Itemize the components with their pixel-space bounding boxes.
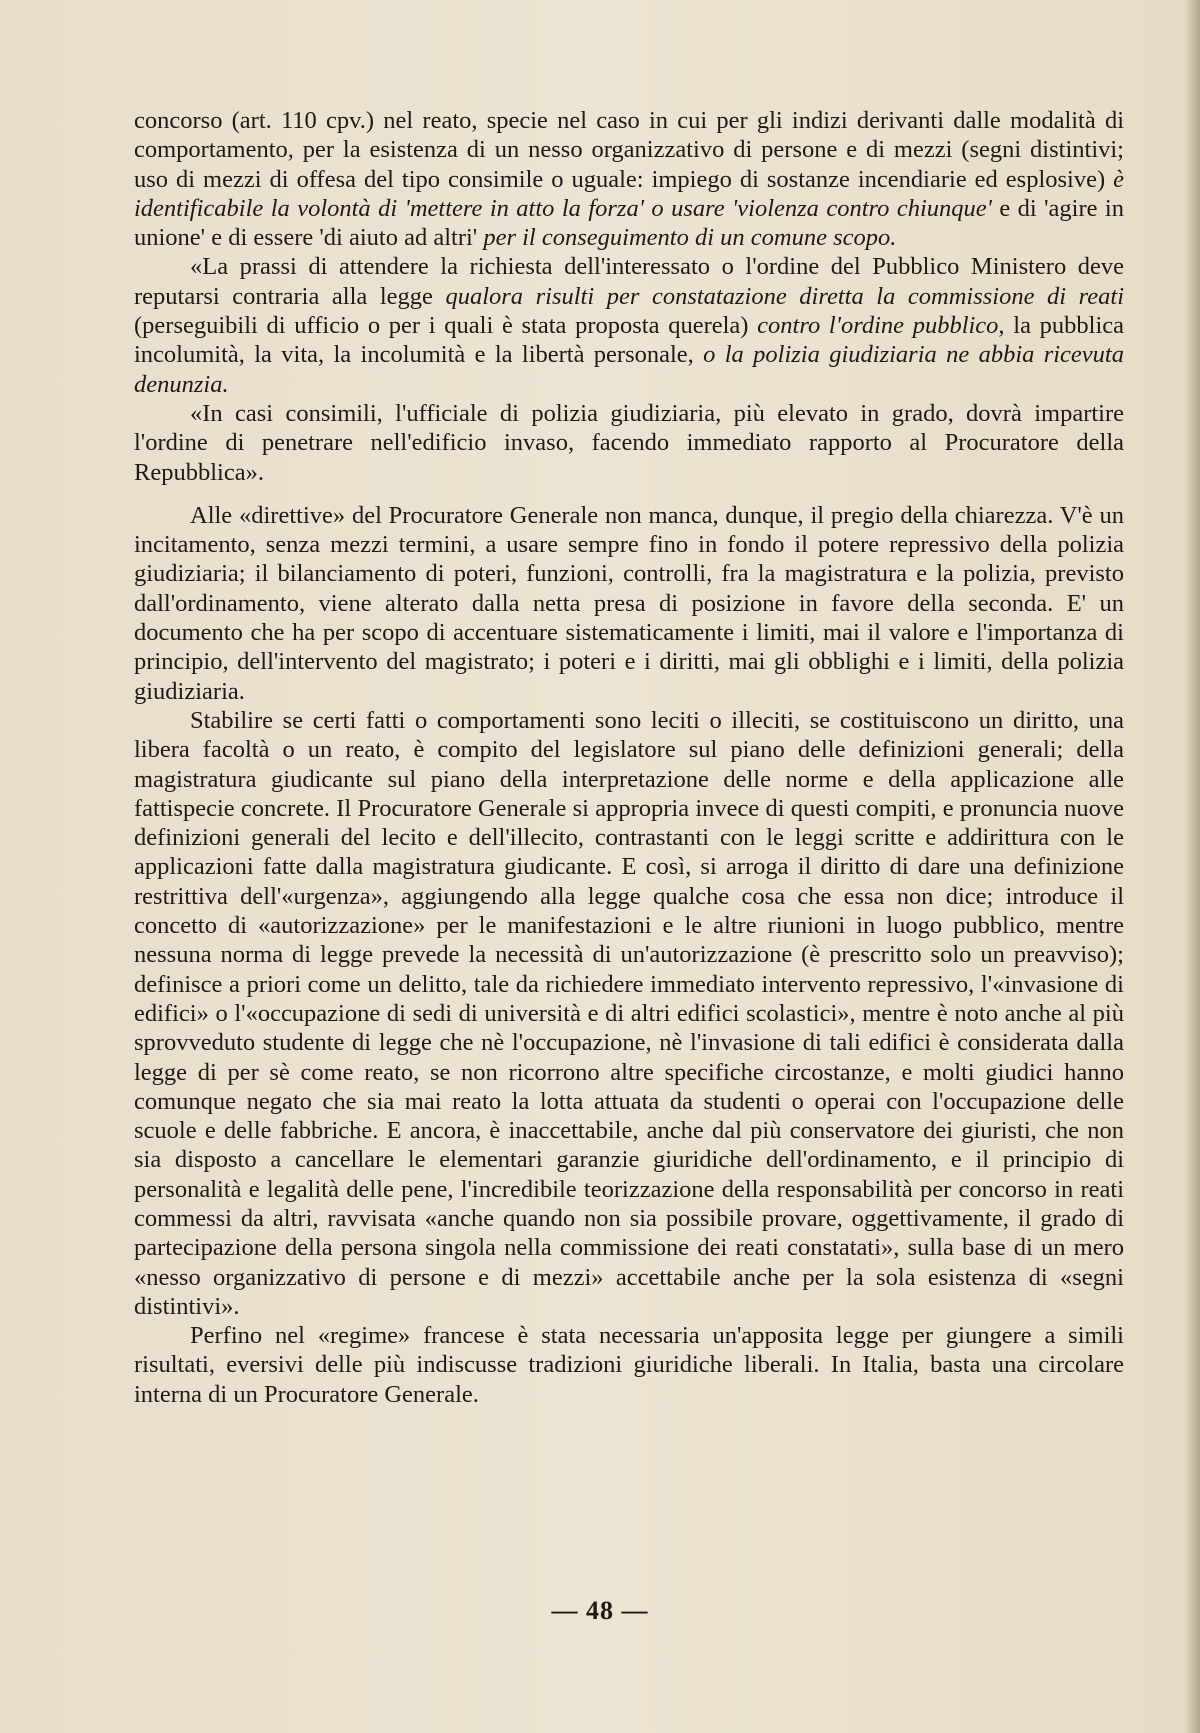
italic-text: o la polizia giudiziaria ne abbia ricevuta denunzia. [134,341,1124,398]
text-run: «La prassi di attendere la richiesta dell'interessato o l'ordine del Pubblico Ministero deve reputarsi contraria alla legge [134,253,1124,310]
page-edge-shadow [1184,0,1200,1733]
italic-text: per il conseguimento di un comune scopo. [483,224,897,252]
text-run: «In casi consimili, l'ufficiale di polizia giudiziaria, più elevato in grado, dovrà impartire l'ordine di penetrare nell'edificio invaso, facendo immediato rapporto al Procuratore della Repubblica». [134,399,1124,486]
paragraph [134,1321,1124,1409]
text-run: (perseguibili di ufficio o per i quali è stata proposta querela) [134,312,758,340]
text-run: Stabilire se certi fatti o comportamenti sono leciti o illeciti, se costituiscono un diritto, una libera facoltà o un reato, è compito del legislatore sul piano delle definizioni generali; della magistratura giudicante sul piano della interpretazione delle norme e della applicazione alle fattispecie concrete. Il Procuratore Generale si appropria invece di questi compiti, e pronuncia nuove definizioni generali del lecito e dell'illecito, contrastanti con le leggi scritte e addirittura con le applicazioni fatte dalla magistratura giudicante. E così, si arroga il diritto di dare una definizione restrittiva dell'«urgenza», aggiungendo alla legge qualche cosa che essa non dice; introduce il concetto di «autorizzazione» per le manifestazioni e le altre riunioni in luogo pubblico, mentre nessuna norma di legge prevede la necessità di un'autorizzazione (è prescritto solo un preavviso); definisce a priori come un delitto, tale da richiedere immediato intervento repressivo, l'«invasione di edifici» o l'«occupazione di sedi di università e di altri edifici scolastici», mentre è noto anche al più sprovveduto studente di legge che nè l'occupazione, nè l'invasione di tali edifici è considerata dalla legge di per sè come reato, se non ricorrono altre specifiche circostanze, e molti giudici hanno comunque negato che sia mai reato la lotta attuata da studenti o operai con l'occupazione delle scuole e delle fabbriche. E ancora, è inaccettabile, anche dal più conservatore dei giuristi, che non sia disposto a cancellare le elementari garanzie giuridiche dell'ordinamento, e il principio di personalità e legalità delle pene, l'incredibile teorizzazione della responsabilità per concorso in reati commessi da altri, ravvisata «anche quando non sia possibile provare, oggettivamente, il grado di partecipazione della persona singola nella commissione dei reati constatati», sulla base di un mero «nesso organizzativo di persone e di mezzi» accettabile anche per la sola esistenza di «segni distintivi». [134,706,1124,1320]
paragraph [134,252,1124,398]
italic-text: qualora risulti per constatazione diretta la commissione di reati [445,282,1125,310]
paragraph [134,106,1124,252]
paragraph [134,501,1124,706]
text-run: e di 'agire in unione' e di essere 'di aiuto ad altri' [134,194,1124,252]
body-text [134,106,1124,1409]
text-run: Perfino nel «regime» francese è stata necessaria un'apposita legge per giungere a simili risultati, eversivi delle più indiscusse tradizioni giuridiche liberali. In Italia, basta una circolare interna di un Procuratore Generale. [134,1322,1124,1408]
text-run: la pubblica incolumità, la vita, la incolumità e la libertà personale, [134,312,1124,369]
italic-text: è identificabile la volontà di 'mettere in atto la forza' o usare 'violenza contro chiunque' [134,165,1124,222]
text-run: concorso (art. 110 cpv.) nel reato, specie nel caso in cui per gli indizi derivanti dalle modalità di comportamento, per la esistenza di un nesso organizzativo di persone e di mezzi (segni distintivi; uso di mezzi di offesa del tipo consimile o uguale: impiego di sostanze incendiarie ed esplosive) [134,107,1124,193]
italic-text: contro l'ordine pubblico, [757,312,1005,340]
text-run: Alle «direttive» del Procuratore Generale non manca, dunque, il pregio della chiarezza. V'è un incitamento, senza mezzi termini, a usare sempre fino in fondo il potere repressivo della polizia giudiziaria; il bilanciamento di poteri, funzioni, controlli, fra la magistratura e la polizia, previsto dall'ordinamento, viene alterato dalla netta presa di posizione in favore della seconda. E' un documento che ha per scopo di accentuare sistematicamente i limiti, mai il valore e l'importanza di principio, dell'intervento del magistrato; i poteri e i diritti, mai gli obblighi e i limiti, della polizia giudiziaria. [134,501,1124,705]
paragraph [134,399,1124,487]
paragraph [134,706,1124,1321]
page-number: — 48 — [551,1596,649,1625]
